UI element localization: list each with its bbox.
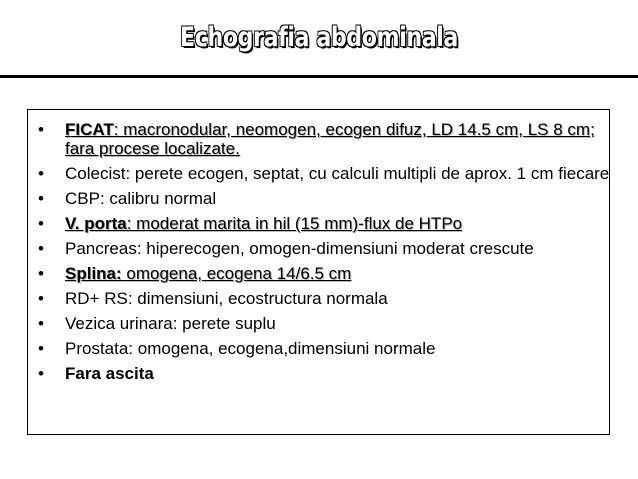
finding-text: Vezica urinara: perete suplu xyxy=(65,314,276,333)
bullet-icon: • xyxy=(38,339,44,358)
bullet-icon: • xyxy=(38,239,44,258)
finding-text: : macronodular, neomogen, ecogen difuz, LD 14.5 cm, LS 8 cm; fara procese localizate. xyxy=(65,120,595,158)
finding-text: RD+ RS: dimensiuni, ecostructura normala xyxy=(65,289,388,308)
title-divider xyxy=(0,75,638,78)
finding-text: Colecist: perete ecogen, septat, cu calculi multipli de aprox. 1 cm fiecare xyxy=(65,164,610,183)
finding-splina xyxy=(38,264,613,283)
bullet-icon: • xyxy=(38,120,44,139)
finding-prostata xyxy=(38,339,613,358)
finding-label: FICAT xyxy=(65,120,114,139)
finding-text: : moderat marita in hil (15 mm)-flux de HTPo xyxy=(126,214,463,233)
slide-title: Echografia abdominala xyxy=(180,22,458,53)
finding-text: Fara ascita xyxy=(65,364,154,383)
finding-text: CBP: calibru normal xyxy=(65,189,217,208)
finding-text: Pancreas: hiperecogen, omogen-dimensiuni moderat crescute xyxy=(65,239,534,258)
finding-rinichi xyxy=(38,289,613,308)
finding-label: Splina: xyxy=(65,264,122,283)
finding-text: omogena, ecogena 14/6.5 cm xyxy=(121,264,352,283)
finding-label: V. porta xyxy=(65,214,127,233)
finding-ascita xyxy=(38,364,613,383)
finding-pancreas xyxy=(38,239,613,258)
bullet-icon: • xyxy=(38,314,44,333)
finding-v-porta xyxy=(38,214,613,233)
findings-list xyxy=(38,120,613,389)
finding-cbp xyxy=(38,189,613,208)
bullet-icon: • xyxy=(38,364,44,383)
bullet-icon: • xyxy=(38,289,44,308)
finding-vezica xyxy=(38,314,613,333)
finding-text: Prostata: omogena, ecogena,dimensiuni normale xyxy=(65,339,436,358)
bullet-icon: • xyxy=(38,264,44,283)
bullet-icon: • xyxy=(38,189,44,208)
finding-ficat xyxy=(38,120,613,158)
finding-colecist xyxy=(38,164,613,183)
bullet-icon: • xyxy=(38,164,44,183)
bullet-icon: • xyxy=(38,214,44,233)
